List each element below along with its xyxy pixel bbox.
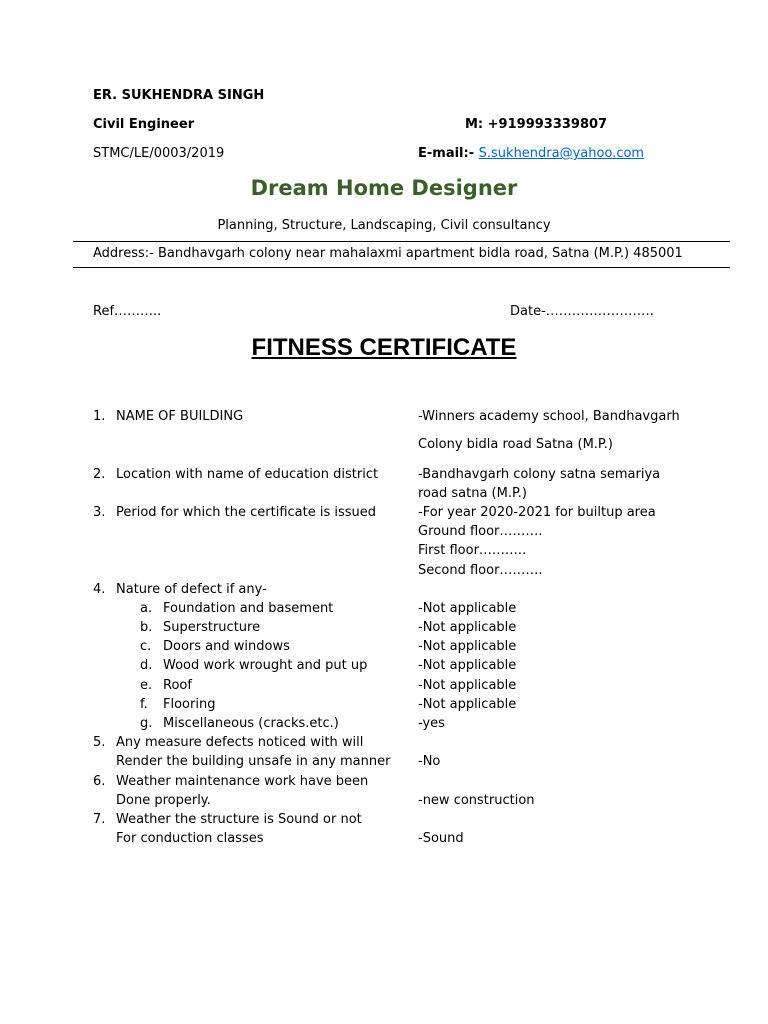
item-number: 2.: [93, 467, 106, 482]
email-label: E-mail:-: [418, 146, 479, 161]
item-label: Done properly.: [116, 793, 211, 808]
item-value: First floor………..: [418, 543, 527, 558]
item-label: Render the building unsafe in any manner: [116, 754, 391, 769]
item-label: Period for which the certificate is issued: [116, 505, 377, 520]
reference-field: Ref………..: [93, 304, 162, 319]
defect-value: -Not applicable: [418, 601, 517, 616]
item-label: Weather the structure is Sound or not: [116, 812, 362, 827]
defect-letter: d.: [140, 658, 153, 673]
item-label: Location with name of education district: [116, 467, 379, 482]
item-value: -No: [418, 754, 441, 769]
item-number: 3.: [93, 505, 106, 520]
item-number: 6.: [93, 774, 106, 789]
item-value: -new construction: [418, 793, 535, 808]
certificate-title: FITNESS CERTIFICATE: [251, 334, 517, 361]
defect-value: -Not applicable: [418, 620, 517, 635]
defect-label: Miscellaneous (cracks.etc.): [163, 716, 339, 731]
mobile-number: M: +919993339807: [465, 117, 608, 132]
defect-value: -Not applicable: [418, 678, 517, 693]
defect-value: -Not applicable: [418, 658, 517, 673]
item-value: road satna (M.P.): [418, 486, 527, 501]
item-label: NAME OF BUILDING: [116, 409, 244, 424]
defect-label: Foundation and basement: [163, 601, 334, 616]
item-value: Ground floor……….: [418, 524, 543, 539]
item-value: -Sound: [418, 831, 464, 846]
item-label: Weather maintenance work have been: [116, 774, 369, 789]
item-label: Any measure defects noticed with will: [116, 735, 364, 750]
item-number: 4.: [93, 582, 106, 597]
defect-letter: g.: [140, 716, 153, 731]
header-divider-top: [73, 241, 730, 242]
email-line: [418, 146, 644, 161]
item-label: For conduction classes: [116, 831, 264, 846]
header-divider-bottom: [73, 267, 730, 268]
date-field: Date-…………………….: [510, 304, 654, 319]
defect-label: Roof: [163, 678, 192, 693]
item-number: 5.: [93, 735, 106, 750]
item-number: 1.: [93, 409, 106, 424]
item-value: -Winners academy school, Bandhavgarh: [418, 409, 680, 424]
engineer-name: ER. SUKHENDRA SINGH: [93, 88, 265, 103]
services-line: Planning, Structure, Landscaping, Civil consultancy: [217, 218, 551, 233]
defect-letter: b.: [140, 620, 153, 635]
address-line: Address:- Bandhavgarh colony near mahalaxmi apartment bidla road, Satna (M.P.) 485001: [93, 246, 683, 261]
item-number: 7.: [93, 812, 106, 827]
defect-letter: c.: [140, 639, 152, 654]
defect-value: -yes: [418, 716, 445, 731]
item-value: Second floor……….: [418, 563, 543, 578]
item-label: Nature of defect if any-: [116, 582, 267, 597]
defect-letter: a.: [140, 601, 153, 616]
defect-value: -Not applicable: [418, 639, 517, 654]
defect-value: -Not applicable: [418, 697, 517, 712]
email-link[interactable]: S.sukhendra@yahoo.com: [478, 146, 645, 161]
engineer-designation: Civil Engineer: [93, 117, 195, 132]
defect-letter: f.: [140, 697, 148, 712]
defect-label: Superstructure: [163, 620, 261, 635]
company-name: Dream Home Designer: [250, 176, 518, 200]
item-value: -Bandhavgarh colony satna semariya: [418, 467, 661, 482]
item-value: Colony bidla road Satna (M.P.): [418, 437, 613, 452]
registration-number: STMC/LE/0003/2019: [93, 146, 225, 161]
defect-label: Doors and windows: [163, 639, 290, 654]
defect-letter: e.: [140, 678, 153, 693]
defect-label: Wood work wrought and put up: [163, 658, 368, 673]
item-value: -For year 2020-2021 for builtup area: [418, 505, 656, 520]
defect-label: Flooring: [163, 697, 216, 712]
